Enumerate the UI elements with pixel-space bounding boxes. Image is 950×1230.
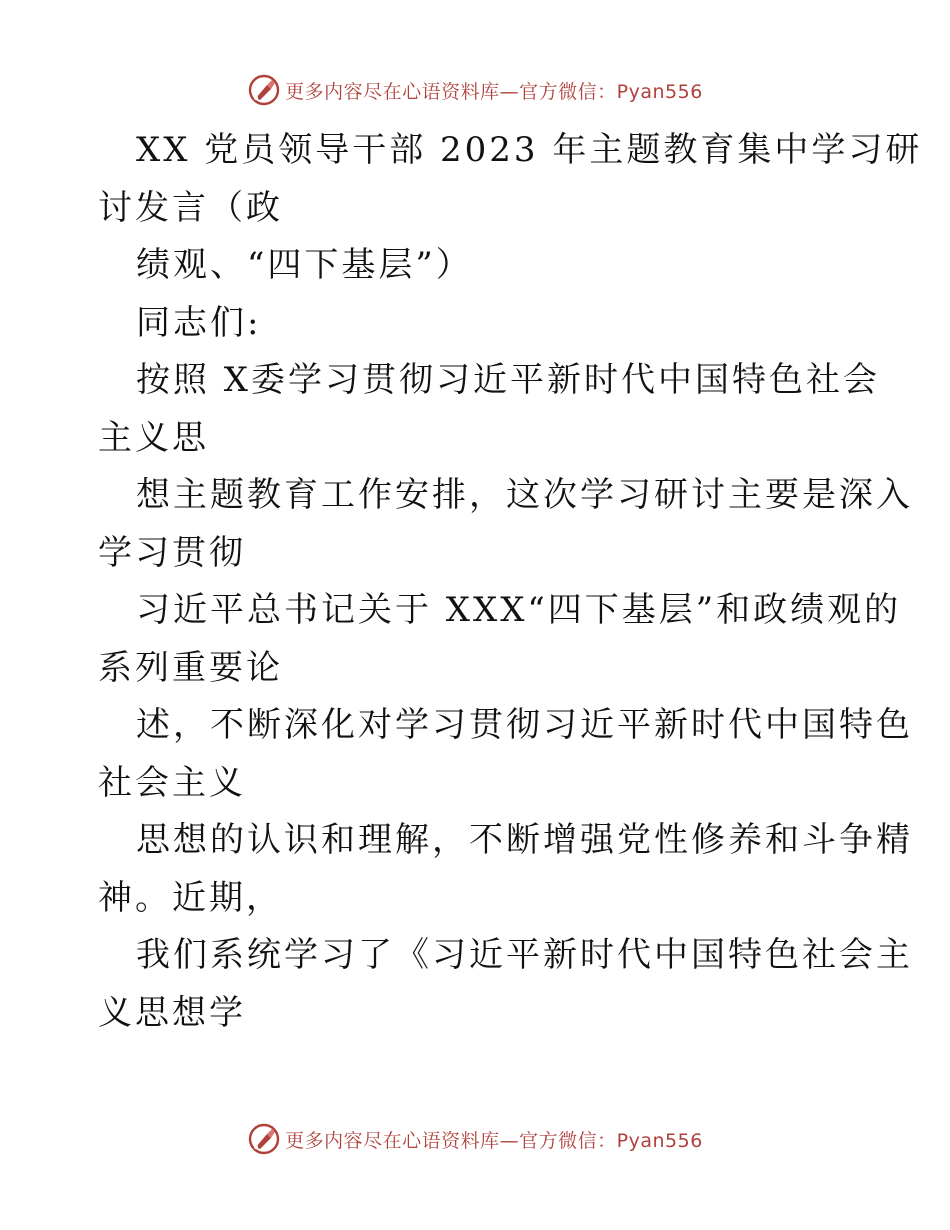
footer-watermark — [0, 1119, 950, 1159]
paragraph-line: 社会主义 — [98, 762, 246, 803]
title-line-3: 绩观、“四下基层”） — [136, 245, 473, 285]
paragraph-line: 思想的认识和理解，不断增强党性修养和斗争精 — [136, 820, 913, 860]
pen-nib-logo-icon — [247, 73, 281, 107]
paragraph-line: 述，不断深化对学习贯彻习近平新时代中国特色 — [136, 705, 913, 745]
paragraph-line: 主义思 — [98, 417, 209, 458]
document-body — [98, 122, 923, 1042]
paragraph-line: 义思想学 — [98, 992, 246, 1033]
paragraph-line: 按照 X委学习贯彻习近平新时代中国特色社会 — [136, 360, 881, 400]
paragraph-line: 想主题教育工作安排，这次学习研讨主要是深入 — [136, 475, 913, 515]
header-watermark — [0, 70, 950, 110]
title-line-1: XX 党员领导干部 2023 年主题教育集中学习研 — [136, 130, 923, 170]
paragraph-line: 系列重要论 — [98, 647, 283, 688]
pen-nib-logo-icon — [247, 1122, 281, 1156]
paragraph-line: 神。近期， — [98, 877, 283, 918]
watermark-text: 更多内容尽在心语资料库—官方微信：Pyan556 — [285, 80, 703, 103]
paragraph-line: 学习贯彻 — [98, 532, 246, 573]
watermark-text: 更多内容尽在心语资料库—官方微信：Pyan556 — [285, 1129, 703, 1152]
title-line-2: 讨发言（政 — [98, 187, 283, 228]
paragraph-line: 习近平总书记关于 XXX“四下基层”和政绩观的 — [136, 590, 902, 630]
salutation: 同志们: — [136, 302, 262, 343]
paragraph-line: 我们系统学习了《习近平新时代中国特色社会主 — [136, 935, 913, 975]
